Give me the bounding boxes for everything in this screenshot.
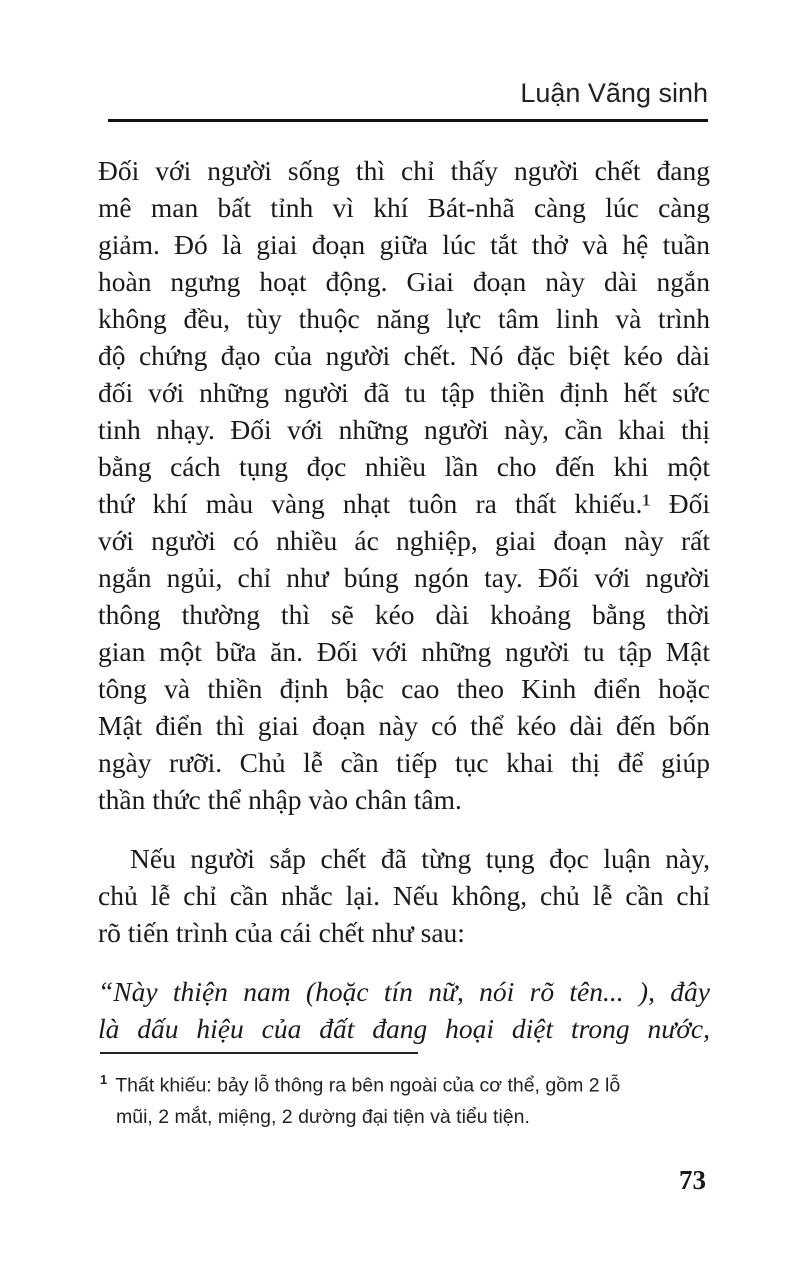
text-line: tông và thiền định bậc cao theo Kinh điển hoặc — [98, 673, 710, 704]
text-line: Đối với người sống thì chỉ thấy người chết đang — [98, 155, 710, 186]
footnote-rule — [100, 1052, 418, 1054]
footnote — [100, 1064, 700, 1133]
text-line: ngày rưỡi. Chủ lễ cần tiếp tục khai thị để giúp — [98, 747, 710, 778]
text-line: Mật điển thì giai đoạn này có thể kéo dài đến bốn — [98, 710, 710, 741]
footnote-line: Thất khiếu: bảy lỗ thông ra bên ngoài của cơ thể, gồm 2 lỗ — [115, 1074, 621, 1097]
text-line: ngắn ngủi, chỉ như búng ngón tay. Đối với người — [98, 562, 710, 593]
text-line: mê man bất tỉnh vì khí Bát-nhã càng lúc càng — [98, 192, 710, 223]
text-line: gian một bữa ăn. Đối với những người tu tập Mật — [98, 636, 710, 667]
text-line: với người có nhiều ác nghiệp, giai đoạn này rất — [98, 525, 710, 556]
header-rule — [108, 119, 708, 122]
running-header: Luận Vãng sinh — [520, 78, 708, 108]
text-line: hoàn ngưng hoạt động. Giai đoạn này dài ngắn — [98, 266, 710, 297]
footnote-marker: 1 — [100, 1072, 108, 1087]
text-line: thần thức thể nhập vào chân tâm. — [98, 784, 462, 815]
body-text — [98, 152, 710, 1047]
text-line: thứ khí màu vàng nhạt tuôn ra thất khiếu.¹ Đối — [98, 488, 710, 519]
quote-paragraph — [98, 973, 710, 1047]
page-number: 73 — [679, 1165, 706, 1195]
text-line: Nếu người sắp chết đã từng tụng đọc luận này, — [130, 843, 710, 874]
text-line: giảm. Đó là giai đoạn giữa lúc tắt thở và hệ tuần — [98, 229, 710, 260]
text-line: rõ tiến trình của cái chết như sau: — [98, 917, 465, 948]
text-line: tinh nhạy. Đối với những người này, cần khai thị — [98, 414, 710, 445]
text-line: “Này thiện nam (hoặc tín nữ, nói rõ tên... ), đây — [98, 976, 710, 1007]
text-line: bằng cách tụng đọc nhiều lần cho đến khi một — [98, 451, 710, 482]
paragraph-1 — [98, 152, 710, 818]
footnote-line: mũi, 2 mắt, miệng, 2 dường đại tiện và tiểu tiện. — [116, 1105, 530, 1128]
paragraph-2 — [98, 840, 710, 951]
text-line: đối với những người đã tu tập thiền định hết sức — [98, 377, 710, 408]
text-line: chủ lễ chỉ cần nhắc lại. Nếu không, chủ lễ cần chỉ — [98, 880, 710, 911]
text-line: là dấu hiệu của đất đang hoại diệt trong nước, — [98, 1013, 710, 1044]
text-line: độ chứng đạo của người chết. Nó đặc biệt kéo dài — [98, 340, 710, 371]
text-line: không đều, tùy thuộc năng lực tâm linh và trình — [98, 303, 710, 334]
text-line: thông thường thì sẽ kéo dài khoảng bằng thời — [98, 599, 710, 630]
